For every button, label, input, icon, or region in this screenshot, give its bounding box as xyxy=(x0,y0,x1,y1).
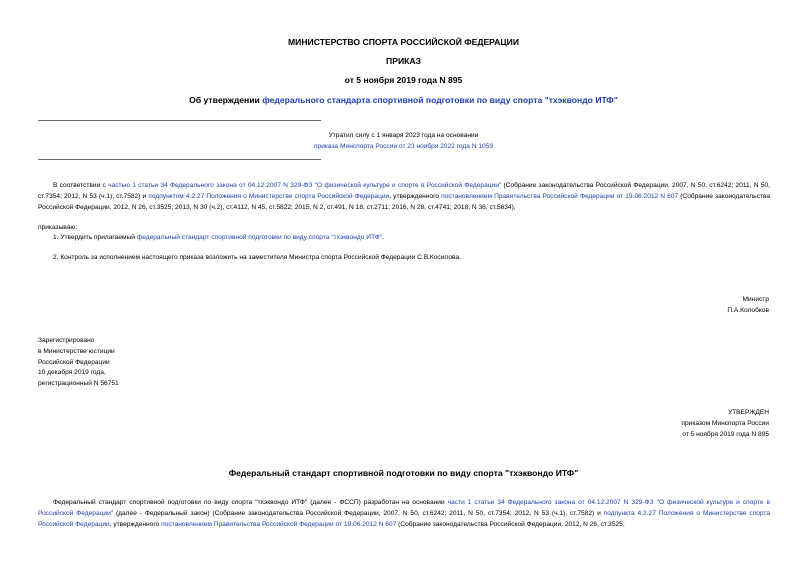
approval-line-2: приказом Минспорта России xyxy=(681,419,769,427)
preamble-text-1: В соответствии с xyxy=(53,182,109,189)
order-item-2: 2. Контроль за исполнением настоящего приказа возложить на заместителя Министра спорта Российской Федерации С.В.Косилова. xyxy=(53,254,461,261)
preamble-text-3: , утвержденного xyxy=(389,192,442,200)
approval-line-1: УТВЕРЖДЕН xyxy=(727,409,769,416)
status-link[interactable]: приказа Минспорта России от 23 ноября 2022 года N 1059 xyxy=(313,142,494,150)
signature-name: П.А.Колобков xyxy=(727,306,769,314)
document-date-number: от 5 ноября 2019 года N 895 xyxy=(344,75,463,85)
standard-text-4: (Собрание законодательства Российской Федерации, 2012, N 26, ст.3525; xyxy=(396,520,625,528)
order-item-1-end: . xyxy=(382,234,385,241)
preamble-link-law[interactable]: частью 1 статьи 34 Федерального закона от 04.12.2007 N 329-ФЗ "О физической культуре и спорте в Российской Федерации" xyxy=(108,182,502,189)
standard-paragraph xyxy=(38,498,770,530)
status-divider-top xyxy=(38,120,321,121)
standard-link-resolution[interactable]: постановлением Правительства Российской Федерации от 19.06.2012 N 607 xyxy=(161,520,397,528)
registration-line-5: регистрационный N 56751 xyxy=(38,380,119,388)
standard-title: Федеральный стандарт спортивной подготовки по виду спорта "тхэквондо ИТФ" xyxy=(228,468,579,478)
registration-line-3: Российской Федерации xyxy=(38,358,110,366)
document-title-link[interactable]: федерального стандарта спортивной подготовки по виду спорта "тхэквондо ИТФ" xyxy=(262,95,618,105)
standard-text-2: (далее - Федеральный закон) (Собрание законодательства Российской Федерации, 2007, N 50, ст.6242; 2011, N 50, ст.7354; 2012, N 53 (ч.1), ст.7582) и xyxy=(113,509,604,517)
document-type: ПРИКАЗ xyxy=(386,56,421,66)
approval-line-3: от 5 ноября 2019 года N 895 xyxy=(682,430,769,438)
signature-role: Министр xyxy=(742,296,769,303)
status-divider-bottom xyxy=(38,159,321,160)
registration-line-2: в Министерстве юстиции xyxy=(38,347,115,355)
preamble-link-resolution[interactable]: постановлением Правительства Российской Федерации от 19.06.2012 N 607 xyxy=(441,192,679,200)
preamble-link-regulation[interactable]: подпунктом 4.2.27 Положения о Министерстве спорта Российской Федерации xyxy=(148,192,390,200)
preamble-text-2: (Собрание законодательства Российской Федерации, 2007, N 50, ст.6242; 2011, N 50, ст.7354; 2012, N 53 (ч.1), ст.7582) и xyxy=(38,182,770,200)
status-note xyxy=(0,131,807,153)
order-item-1-text: 1. Утвердить прилагаемый xyxy=(53,234,137,241)
document-title-prefix: Об утверждении xyxy=(189,95,263,105)
signature-block xyxy=(727,295,769,317)
order-word: приказываю: xyxy=(38,224,78,231)
preamble-paragraph xyxy=(38,181,770,213)
status-line: Утратил силу с 1 января 2023 года на основании xyxy=(328,132,479,139)
registration-line-4: 10 декабря 2019 года, xyxy=(38,369,106,377)
document-title xyxy=(0,95,807,105)
standard-text-3: , утвержденного xyxy=(109,520,162,528)
standard-link-regulation[interactable]: подпункта 4.2.27 Положения о Министерстве спорта Российской Федерации xyxy=(38,509,770,528)
preamble-text-4: (Собрание законодательства Российской Федерации, 2012, N 26, ст.3525; 2013, N 30 (ч.2), ст.4112, N 45, ст.5822; 2015, N 2, ст.491, N 18, ст.2711; 2016, N 28, ст.4741; 2018, N 36, ст.5634), xyxy=(38,192,770,211)
order-item-1-link[interactable]: федеральный стандарт спортивной подготовки по виду спорта "тхэквондо ИТФ" xyxy=(136,234,383,241)
standard-text-1: Федеральный стандарт спортивной подготовки по виду спорта "тхэквондо ИТФ" (далее - ФССП) разработан на основании xyxy=(53,499,448,506)
order-item-1 xyxy=(53,233,384,244)
ministry-heading: МИНИСТЕРСТВО СПОРТА РОССИЙСКОЙ ФЕДЕРАЦИИ xyxy=(287,37,519,47)
registration-line-1: Зарегистрировано xyxy=(38,337,95,344)
standard-link-law[interactable]: части 1 статьи 34 Федерального закона от 04.12.2007 N 329-ФЗ "О физической культуре и спорте в Российской Федерации" xyxy=(38,499,770,517)
registration-block xyxy=(38,336,119,390)
approval-block xyxy=(681,408,769,440)
